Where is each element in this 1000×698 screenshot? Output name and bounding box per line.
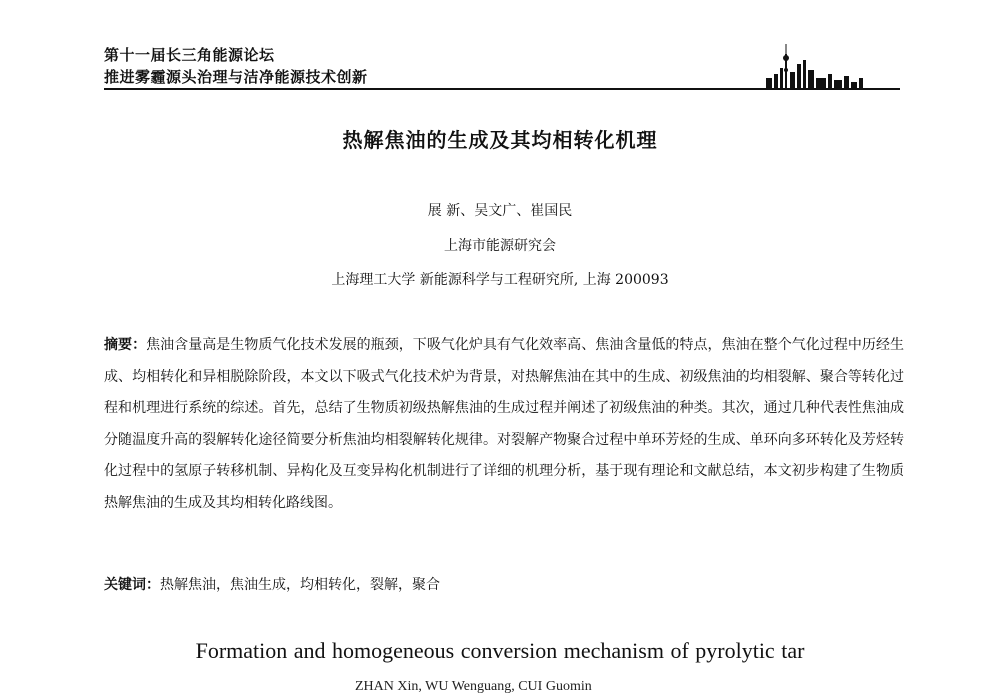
keywords: [104, 574, 904, 594]
affiliation-2: 上海理工大学 新能源科学与工程研究所, 上海 200093: [331, 272, 669, 288]
authors: 展 新、吴文广、崔国民: [427, 203, 573, 219]
keywords-text: 热解焦油，焦油生成，均相转化，裂解，聚合: [160, 577, 440, 593]
abstract: [104, 330, 904, 519]
conference-theme: 推进雾霾源头治理与洁净能源技术创新: [104, 68, 368, 86]
header-rule: [104, 88, 900, 90]
paper-title: 热解焦油的生成及其均相转化机理: [342, 128, 658, 152]
english-authors-cutoff: ZHAN Xin, WU Wenguang, CUI Guomin: [355, 679, 592, 694]
skyline-logo: [766, 44, 900, 90]
keywords-label: 关键词：: [104, 577, 160, 593]
conference-header: [104, 44, 900, 94]
abstract-text: 焦油含量高是生物质气化技术发展的瓶颈，下吸气化炉具有气化效率高、焦油含量低的特点，焦油在整个气化过程中历经生成、均相转化和异相脱除阶段，本文以下吸式气化技术炉为背景，对热解焦油在其中的生成、初级焦油的均相裂解、聚合等转化过程和机理进行系统的综述。首先，总结了生物质初级热解焦油的生成过程并阐述了初级焦油的种类。其次，通过几种代表性焦油成分随温度升高的裂解转化途径简要分析焦油均相裂解转化规律。对裂解产物聚合过程中单环芳烃的生成、单环向多环转化及芳烃转化过程中的氢原子转移机制、异构化及互变异构化机制进行了详细的机理分析，基于现有理论和文献总结，本文初步构建了生物质热解焦油的生成及其均相转化路线图。: [104, 337, 904, 511]
english-title: Formation and homogeneous conversion mechanism of pyrolytic tar: [195, 638, 805, 663]
affiliation-1: 上海市能源研究会: [444, 238, 556, 254]
abstract-label: 摘要：: [104, 337, 147, 353]
conference-name: 第十一届长三角能源论坛: [104, 46, 275, 64]
